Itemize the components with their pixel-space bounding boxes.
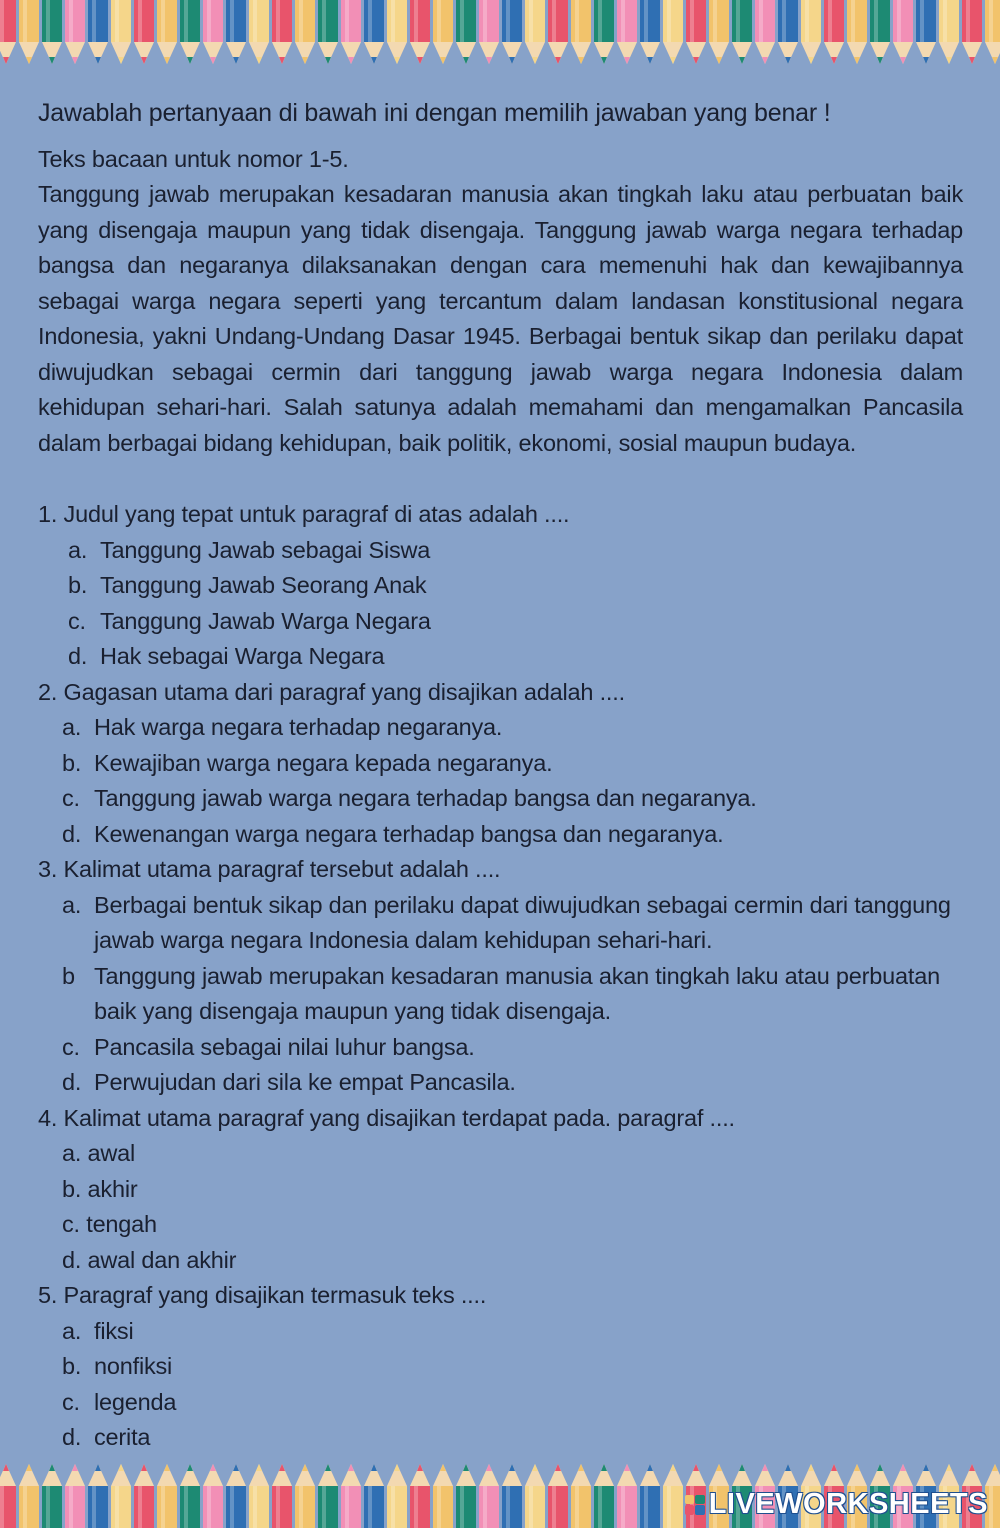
option-letter: b <box>62 962 75 989</box>
pencil-icon <box>249 1464 269 1528</box>
question-1: 1. Judul yang tepat untuk paragraf di atas adalah .... <box>38 501 570 527</box>
option-letter: a. <box>62 1317 82 1344</box>
pencil-icon <box>686 0 706 64</box>
pencil-icon <box>134 0 154 64</box>
pencil-border-top-graphic <box>0 0 1000 70</box>
pencil-icon <box>272 0 292 64</box>
pencil-icon <box>456 1464 476 1528</box>
pencil-icon <box>295 1464 315 1528</box>
logo-mark-icon <box>685 1495 705 1515</box>
pencil-icon <box>847 0 867 64</box>
passage-intro: Teks bacaan untuk nomor 1-5. <box>38 145 349 172</box>
option-letter: d. <box>62 1246 82 1273</box>
question-2: 2. Gagasan utama dari paragraf yang disajikan adalah .... <box>38 678 625 705</box>
answer-option[interactable] <box>38 1172 963 1208</box>
option-letter: d. <box>68 643 88 669</box>
option-letter: d. <box>62 1424 82 1450</box>
option-letter: c. <box>62 1211 80 1237</box>
option-letter: b. <box>62 1353 82 1379</box>
option-text: Kewajiban warga negara kepada negaranya. <box>94 749 553 776</box>
option-letter: c. <box>62 785 80 811</box>
option-text: Tanggung jawab merupakan kesadaran manusia akan tingkah laku atau perbuatan baik yang disengaja maupun yang tidak disengaja. <box>94 962 940 1024</box>
logo-text: LIVEWORKSHEETS <box>708 1488 988 1520</box>
pencil-icon <box>663 0 683 64</box>
pencil-icon <box>755 0 775 64</box>
option-text: Hak warga negara terhadap negaranya. <box>94 714 503 740</box>
option-text: Tanggung jawab warga negara terhadap bangsa dan negaranya. <box>94 785 757 811</box>
pencil-icon <box>525 1464 545 1528</box>
option-letter: d. <box>62 820 82 847</box>
pencil-border-top <box>0 0 1000 70</box>
pencil-icon <box>65 1464 85 1528</box>
option-letter: b. <box>68 572 88 598</box>
pencil-icon <box>249 0 269 64</box>
pencil-icon <box>180 1464 200 1528</box>
pencil-icon <box>364 1464 384 1528</box>
pencil-icon <box>65 0 85 64</box>
pencil-icon <box>88 1464 108 1528</box>
pencil-icon <box>226 1464 246 1528</box>
option-letter: c. <box>68 607 86 634</box>
answer-option[interactable] <box>38 639 963 675</box>
pencil-icon <box>916 0 936 64</box>
pencil-icon <box>778 0 798 64</box>
pencil-icon <box>341 0 361 64</box>
option-text: Berbagai bentuk sikap dan perilaku dapat diwujudkan sebagai cermin dari tanggung jawab warga negara Indonesia dalam kehidupan sehari-hari. <box>94 891 951 953</box>
pencil-icon <box>387 0 407 64</box>
pencil-icon <box>617 0 637 64</box>
pencil-icon <box>134 1464 154 1528</box>
answer-option[interactable] <box>38 533 963 569</box>
answer-option[interactable] <box>38 1207 963 1243</box>
option-text: Hak sebagai Warga Negara <box>100 643 385 669</box>
pencil-icon <box>502 1464 522 1528</box>
answer-option[interactable] <box>38 1243 963 1279</box>
pencil-icon <box>548 0 568 64</box>
answer-option[interactable] <box>38 1065 963 1101</box>
answer-option[interactable] <box>38 888 963 959</box>
answer-option[interactable] <box>38 959 963 1030</box>
option-text: Perwujudan dari sila ke empat Pancasila. <box>94 1069 516 1095</box>
answer-option[interactable] <box>38 1385 963 1421</box>
pencil-icon <box>364 0 384 64</box>
pencil-icon <box>479 0 499 64</box>
pencil-icon <box>88 0 108 64</box>
option-text: Tanggung Jawab sebagai Siswa <box>100 536 431 563</box>
answer-option[interactable] <box>38 1420 963 1456</box>
answer-option[interactable] <box>38 1314 963 1350</box>
question-4: 4. Kalimat utama paragraf yang disajikan terdapat pada. paragraf .... <box>38 1104 735 1131</box>
answer-option[interactable] <box>38 1030 963 1066</box>
option-text: fiksi <box>94 1317 134 1344</box>
pencil-icon <box>203 0 223 64</box>
option-letter: b. <box>62 1175 82 1202</box>
pencil-icon <box>111 0 131 64</box>
pencil-icon <box>19 1464 39 1528</box>
pencil-icon <box>732 0 752 64</box>
answer-option[interactable] <box>38 710 963 746</box>
option-text: Tanggung Jawab Seorang Anak <box>100 572 427 598</box>
pencil-icon <box>111 1464 131 1528</box>
pencil-icon <box>801 0 821 64</box>
answer-option[interactable] <box>38 1136 963 1172</box>
option-text: awal dan akhir <box>87 1246 237 1273</box>
pencil-icon <box>571 1464 591 1528</box>
option-letter: a. <box>68 536 88 563</box>
pencil-icon <box>0 0 16 64</box>
pencil-icon <box>594 0 614 64</box>
pencil-icon <box>939 0 959 64</box>
option-letter: a. <box>62 891 82 918</box>
reading-passage: Tanggung jawab merupakan kesadaran manusia akan tingkah laku atau perbuatan baik yang disengaja maupun yang tidak disengaja. Tanggung jawab warga negara terhadap bangsa dan negaranya dilaksanakan dengan cara memenuhi hak dan kewajibannya sebagai warga negara seperti yang tercantum dalam landasan konstitusional negara Indonesia, yakni Undang-Undang Dasar 1945. Berbagai bentuk sikap dan perilaku dapat diwujudkan sebagai cermin dari tanggung jawab warga negara Indonesia dalam kehidupan sehari-hari. Salah satunya adalah memahami dan mengamalkan Pancasila dalam berbagai bidang kehidupan, baik politik, ekonomi, sosial maupun budaya. <box>38 181 963 456</box>
pencil-icon <box>594 1464 614 1528</box>
pencil-icon <box>962 0 982 64</box>
answer-option[interactable] <box>38 1349 963 1385</box>
pencil-icon <box>19 0 39 64</box>
pencil-icon <box>617 1464 637 1528</box>
option-text: nonfiksi <box>94 1353 173 1379</box>
answer-option[interactable] <box>38 746 963 782</box>
answer-option[interactable] <box>38 817 963 853</box>
answer-option[interactable] <box>38 781 963 817</box>
pencil-icon <box>0 1464 16 1528</box>
pencil-icon <box>410 1464 430 1528</box>
option-letter: a. <box>62 1140 82 1166</box>
pencil-icon <box>272 1464 292 1528</box>
option-text: tengah <box>86 1211 157 1237</box>
pencil-icon <box>226 0 246 64</box>
option-text: legenda <box>94 1388 177 1415</box>
pencil-icon <box>157 1464 177 1528</box>
option-letter: c. <box>62 1388 80 1415</box>
question-3: 3. Kalimat utama paragraf tersebut adalah .... <box>38 856 501 882</box>
option-text: akhir <box>87 1175 138 1202</box>
pencil-icon <box>479 1464 499 1528</box>
option-letter: b. <box>62 749 82 776</box>
pencil-icon <box>502 0 522 64</box>
worksheet-content <box>38 96 963 1456</box>
option-letter: a. <box>62 714 82 740</box>
pencil-icon <box>203 1464 223 1528</box>
pencil-icon <box>663 1464 683 1528</box>
option-text: awal <box>87 1140 136 1166</box>
pencil-icon <box>525 0 545 64</box>
pencil-icon <box>985 0 1000 64</box>
pencil-icon <box>571 0 591 64</box>
answer-option[interactable] <box>38 568 963 604</box>
pencil-icon <box>433 1464 453 1528</box>
question-5: 5. Paragraf yang disajikan termasuk teks .... <box>38 1282 487 1308</box>
pencil-icon <box>870 0 890 64</box>
pencil-icon <box>893 0 913 64</box>
pencil-icon <box>709 0 729 64</box>
pencil-icon <box>640 0 660 64</box>
pencil-icon <box>341 1464 361 1528</box>
pencil-icon <box>318 0 338 64</box>
pencil-icon <box>410 0 430 64</box>
pencil-icon <box>157 0 177 64</box>
pencil-icon <box>180 0 200 64</box>
option-letter: c. <box>62 1033 80 1060</box>
pencil-icon <box>42 1464 62 1528</box>
option-text: Pancasila sebagai nilai luhur bangsa. <box>94 1033 475 1060</box>
pencil-icon <box>42 0 62 64</box>
pencil-icon <box>640 1464 660 1528</box>
pencil-icon <box>824 0 844 64</box>
liveworksheets-logo[interactable] <box>685 1488 988 1521</box>
pencil-icon <box>456 0 476 64</box>
option-letter: d. <box>62 1069 82 1095</box>
pencil-icon <box>318 1464 338 1528</box>
pencil-icon <box>548 1464 568 1528</box>
pencil-icon <box>295 0 315 64</box>
answer-option[interactable] <box>38 604 963 640</box>
pencil-icon <box>387 1464 407 1528</box>
instruction-heading: Jawablah pertanyaan di bawah ini dengan memilih jawaban yang benar ! <box>38 99 831 127</box>
option-text: Tanggung Jawab Warga Negara <box>100 607 431 634</box>
option-text: Kewenangan warga negara terhadap bangsa dan negaranya. <box>94 820 724 847</box>
pencil-icon <box>433 0 453 64</box>
option-text: cerita <box>94 1424 151 1450</box>
